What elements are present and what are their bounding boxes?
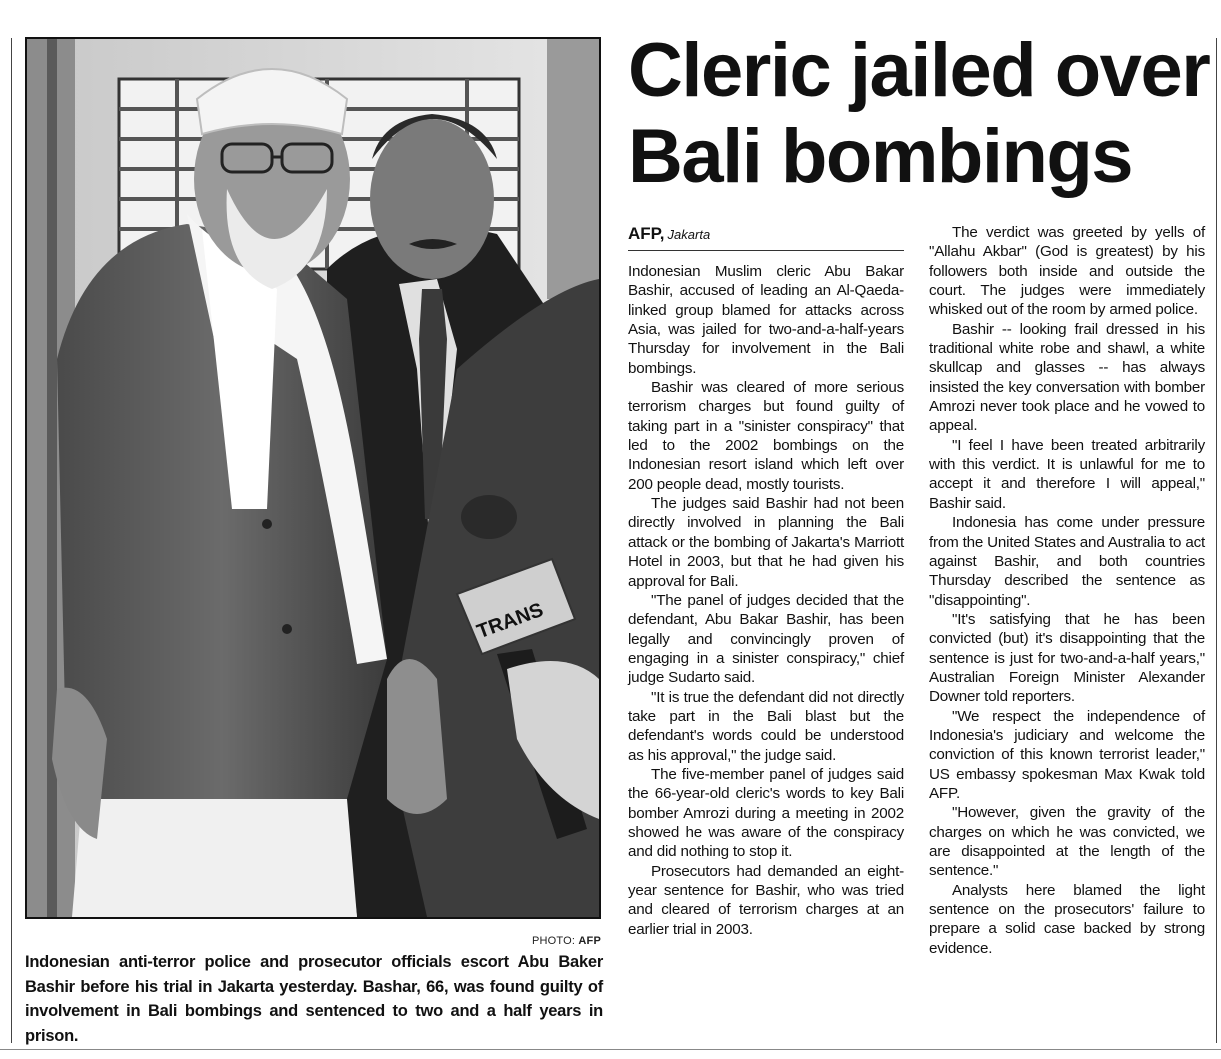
paragraph: Analysts here blamed the light sentence on the prosecutors' failure to prepare a solid case backed by strong evidence. bbox=[929, 881, 1205, 957]
paragraph: "It's satisfying that he has been convicted (but) it's disappointing that the sentence is just for two-and-a-half years," Australian Foreign Minister Alexander Downer told reporters. bbox=[929, 610, 1205, 706]
bottom-page-rule bbox=[0, 1049, 1221, 1050]
article-column-2 bbox=[929, 223, 1205, 958]
byline-agency: AFP, bbox=[628, 224, 665, 243]
paragraph: Indonesia has come under pressure from the United States and Australia to act against Bashir, and both countries Thursday described the sentence as "disappointing". bbox=[929, 514, 1205, 609]
headline-line-2: Bali bombings bbox=[628, 114, 1133, 199]
news-photo bbox=[25, 37, 601, 919]
paragraph: "The panel of judges decided that the defendant, Abu Bakar Bashir, has been legally and convincingly proven of engaging in a sinister conspiracy," chief judge Sudarto said. bbox=[628, 591, 904, 687]
article-column-1 bbox=[628, 262, 904, 939]
paragraph: Prosecutors had demanded an eight-year sentence for Bashir, who was tried and cleared of terrorism charges at an earlier trial in 2003. bbox=[628, 862, 904, 938]
left-page-rule bbox=[11, 38, 12, 1043]
paragraph: "We respect the independence of Indonesia's judiciary and welcome the conviction of this known terrorist leader," US embassy spokesman Max Kwak told AFP. bbox=[929, 707, 1205, 802]
paragraph: The verdict was greeted by yells of "Allahu Akbar" (God is greatest) by his followers both inside and outside the court. The judges were immediately whisked out of the room by armed police. bbox=[929, 224, 1205, 319]
paragraph: "However, given the gravity of the charges on which he was convicted, we are disappointed at the length of the sentence." bbox=[929, 804, 1205, 880]
paragraph: Bashir -- looking frail dressed in his traditional white robe and shawl, a white skullcap and glasses -- has always insisted the key conversation with bomber Amrozi never took place and he vowed to appeal. bbox=[929, 320, 1205, 435]
byline bbox=[628, 224, 904, 251]
photo-credit-label: PHOTO: bbox=[531, 935, 576, 947]
paragraph: Bashir was cleared of more serious terrorism charges but found guilty of taking part in a "sinister conspiracy" that led to the 2002 bombings on the Indonesian resort island which left over 200 people dead, mostly tourists. bbox=[628, 379, 904, 493]
photo-caption: Indonesian anti-terror police and prosecutor officials escort Abu Baker Bashir before his trial in Jakarta yesterday. Bashar, 66, was found guilty of involvement in Bali bombings and sentenced to two and a half years in prison. bbox=[25, 953, 603, 1045]
paragraph: Indonesian Muslim cleric Abu Bakar Bashir, accused of leading an Al-Qaeda-linked group blamed for attacks across Asia, was jailed for two-and-a-half-years Thursday for involvement in the Bali bombings. bbox=[628, 263, 904, 377]
headline bbox=[628, 28, 1216, 200]
byline-dateline: Jakarta bbox=[667, 227, 711, 242]
paragraph: The judges said Bashir had not been directly involved in planning the Bali attack or the bombing of Jakarta's Marriott Hotel in 2003, but that he had given his approval for Bali. bbox=[628, 495, 904, 590]
mic-flag-text: TRANS bbox=[474, 598, 547, 644]
right-page-rule bbox=[1216, 38, 1217, 1043]
paragraph: "It is true the defendant did not directly take part in the Bali blast but the defendant's words could be understood as his approval," the judge said. bbox=[628, 688, 904, 764]
news-photo-illustration bbox=[27, 39, 599, 917]
paragraph: The five-member panel of judges said the 66-year-old cleric's words to key Bali bomber Amrozi during a meeting in 2002 showed he was aware of the conspiracy and did nothing to stop it. bbox=[628, 765, 904, 861]
headline-line-1: Cleric jailed over bbox=[628, 28, 1210, 113]
photo-credit-source: AFP bbox=[578, 935, 601, 947]
photo-credit bbox=[25, 935, 601, 947]
paragraph: "I feel I have been treated arbitrarily with this verdict. It is unlawful for me to accept it and therefore I will appeal," Bashir said. bbox=[929, 436, 1205, 512]
